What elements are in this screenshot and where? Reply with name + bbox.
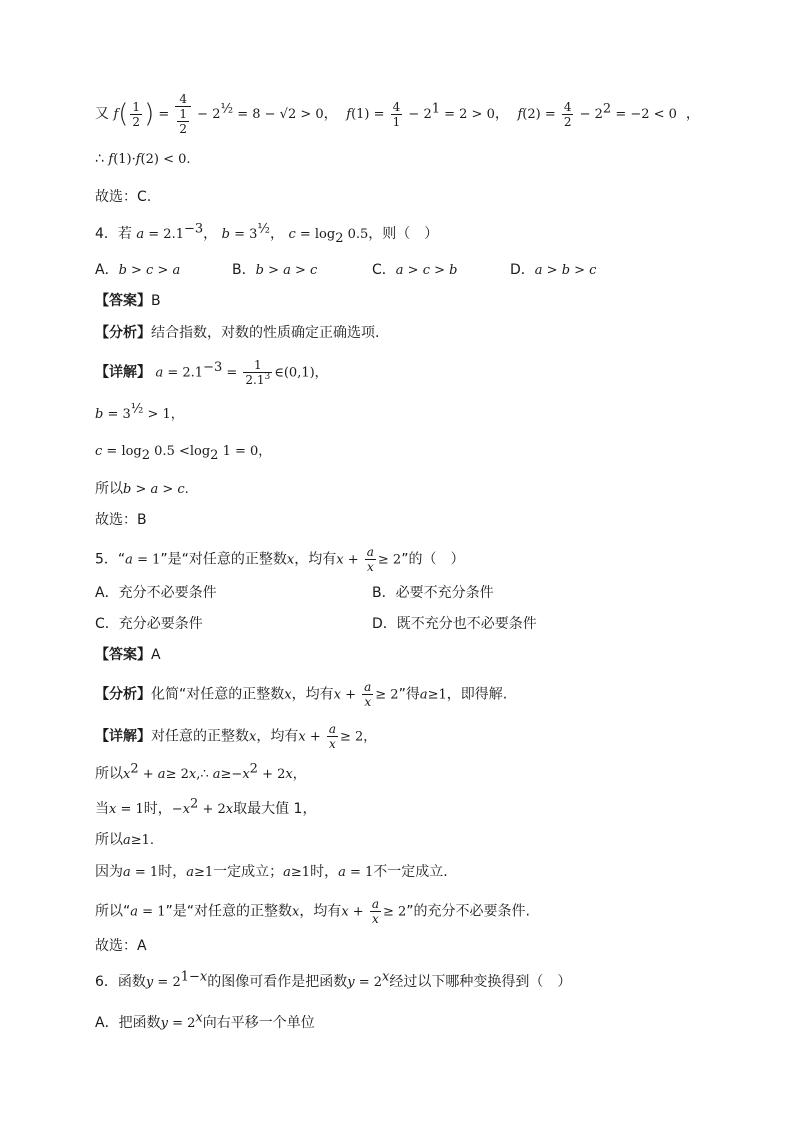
text: 的图像可看作是把函数 — [207, 974, 348, 990]
q4-end: ，则（ ） — [368, 226, 439, 242]
q4-option-a[interactable]: A．b > c > a — [95, 262, 181, 278]
q4-detail-3: $c = \log_2 0.5 <\log_2$ 1 = 0， — [95, 444, 272, 463]
text-you: 又 — [95, 106, 109, 122]
opt-letter: C． — [372, 262, 396, 278]
answer-value: B — [151, 293, 161, 309]
q5-option-b[interactable]: B．必要不充分条件 — [372, 585, 494, 601]
text: 所以“ — [95, 903, 131, 920]
q5-detail-4: 所以a≥1. — [95, 832, 155, 848]
q5-answer — [95, 645, 161, 665]
detail-tag: 【详解】 — [95, 728, 151, 745]
answer-value: A — [151, 647, 161, 663]
opt-letter: A． — [95, 262, 119, 278]
q5-analysis: 【分析】化简“对任意的正整数x，均有x + $\frac{a}{x}$ ≥ 2”得a≥1，即得解. — [95, 680, 508, 709]
q4-detail-1: 【详解】 $a = 2.1^{-3}$ = $\frac{1}{2.1^3}$ ∈(0,1)， — [95, 358, 328, 387]
question-5: 5．“a = 1”是“对任意的正整数x，均有x + $\frac{a}{x}$ ≥ 2”的（ ） — [95, 545, 465, 574]
text: 时， — [143, 801, 172, 817]
q5-detail-2: 所以$x^2 + a\ge$ 2x,∴ $a\ge-x^2 + 2x$， — [95, 761, 306, 782]
sep: ， — [494, 106, 509, 122]
line-therefore: ∴ f(1)·f(2) < 0. — [95, 151, 191, 167]
sep: ， — [203, 226, 218, 242]
text: ”的充分不必要条件. — [406, 903, 530, 920]
q4-answer — [95, 291, 161, 311]
text: 当 — [95, 801, 109, 817]
q6-label: 6．函数 — [95, 974, 146, 990]
text: 取最大值 1， — [233, 801, 317, 817]
question-4: 4．若 $a = 2.1^{-3}$， $b = 3^{\frac{1}{2}}$， $c = \log_2 0.5$，则（ ） — [95, 221, 439, 246]
analysis-text: 结合指数，对数的性质确定正确选项. — [151, 325, 380, 341]
text-so: 所以 — [95, 832, 123, 848]
text: 时， — [310, 864, 339, 880]
text-so: 所以 — [95, 766, 123, 782]
answer-tag: 【答案】 — [95, 293, 151, 309]
q4-analysis — [95, 323, 379, 343]
q6-option-a[interactable]: A．把函数$y = 2^x$向右平移一个单位 — [95, 1010, 315, 1031]
q4-option-b[interactable]: B．b > a > c — [232, 262, 318, 278]
question-6: 6．函数$y = 2^{1-x}$的图像可看作是把函数$y = 2^x$经过以下哪种变换得到（ ） — [95, 969, 572, 990]
q4-option-d[interactable]: D．a > b > c — [510, 262, 597, 278]
detail-tag: 【详解】 — [95, 364, 151, 381]
text: 一定成立； — [213, 864, 284, 880]
sep: ， — [323, 106, 338, 122]
text: 因为 — [95, 864, 123, 880]
text: A．把函数 — [95, 1015, 161, 1031]
sep: ， — [685, 106, 700, 122]
q5-option-c[interactable]: C．充分必要条件 — [95, 616, 203, 632]
text: ，即得解. — [446, 686, 508, 703]
text: ”得 — [398, 686, 420, 703]
therefore-symbol: ∴ — [95, 151, 104, 167]
text: ，均有 — [291, 686, 334, 703]
text: 化简“对任意的正整数 — [151, 686, 285, 703]
line-choose-c: 故选：C. — [95, 189, 152, 205]
opt-letter: B． — [232, 262, 256, 278]
q5-detail-6: 所以“a = 1”是“对任意的正整数x，均有x + $\frac{a}{x}$ ≥ 2”的充分不必要条件. — [95, 897, 530, 926]
q4-detail-2: $b = 3^{\frac{1}{2}} > 1$， — [95, 401, 184, 422]
q5-option-d[interactable]: D．既不充分也不必要条件 — [372, 616, 537, 632]
text: 对任意的正整数 — [151, 728, 249, 745]
answer-tag: 【答案】 — [95, 647, 151, 663]
opt-letter: D． — [510, 262, 535, 278]
text: ，均有 — [299, 903, 342, 920]
q5-option-a[interactable]: A．充分不必要条件 — [95, 585, 217, 601]
q4-option-c[interactable]: C．a > c > b — [372, 262, 458, 278]
q5-detail-5: 因为a = 1时，a≥1一定成立；a≥1时，a = 1不一定成立. — [95, 864, 448, 880]
analysis-tag: 【分析】 — [95, 325, 151, 341]
q4-detail-4: 所以b > a > c. — [95, 481, 189, 497]
text: 向右平移一个单位 — [202, 1015, 315, 1031]
text: ，均有 — [256, 728, 299, 745]
text: ”的（ ） — [401, 551, 465, 568]
q5-detail-1: 【详解】对任意的正整数x，均有x + $\frac{a}{x}$ ≥ 2， — [95, 722, 377, 751]
text: ”是“对任意的正整数 — [160, 551, 287, 568]
q5-label: 5．“ — [95, 551, 126, 568]
text: ，均有 — [294, 551, 337, 568]
text: ”是“对任意的正整数 — [165, 903, 292, 920]
text: 经过以下哪种变换得到（ ） — [389, 974, 572, 990]
q4-label: 4．若 — [95, 226, 132, 242]
text: 不一定成立. — [373, 864, 448, 880]
sep: ， — [269, 226, 284, 242]
analysis-tag: 【分析】 — [95, 686, 151, 703]
q5-detail-3: 当x = 1时，$-x^2 + 2x$取最大值 1， — [95, 796, 317, 817]
q4-choose: 故选：B — [95, 512, 147, 528]
text: 时， — [158, 864, 187, 880]
text-so: 所以 — [95, 481, 123, 497]
q5-choose: 故选：A — [95, 938, 147, 954]
line-f-values: 又 f( $\frac{1}{2}$ ) = $\frac{4}{\frac{1}{2}}$ − $2^{\frac{1}{2}} = 8 - √2 > 0$， f(1) = $\frac{4}{1}$ − $2^1 = 2 > 0$， f(2) = $\frac{4}{2}$ − $2^2 = -2 < 0$ ， — [95, 92, 700, 136]
